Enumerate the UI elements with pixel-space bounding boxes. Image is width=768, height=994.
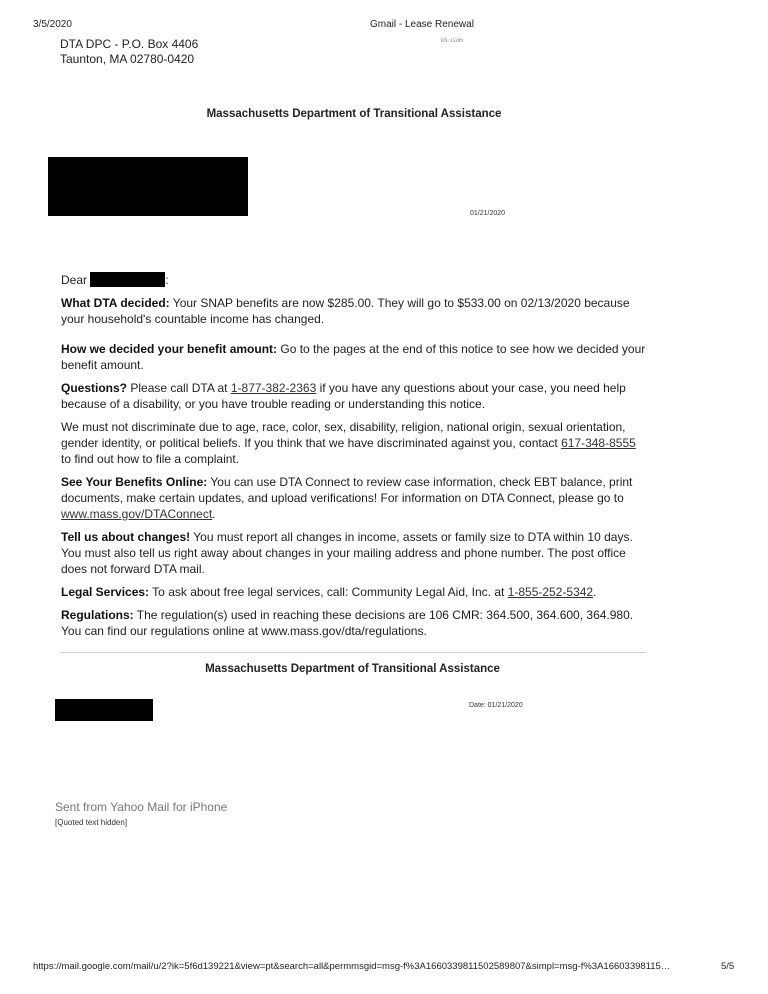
- section-heading: Tell us about changes!: [61, 530, 191, 544]
- agency-title: Massachusetts Department of Transitional Assistance: [206, 108, 502, 120]
- redacted-recipient-address-page2: [55, 699, 153, 721]
- section-regulations: Regulations: The regulation(s) used in reaching these decisions are 106 CMR: 364.500, 364.600, 364.980. You can find our regulations online at www.mass.gov/dta/regulations.: [61, 608, 634, 638]
- quoted-text-toggle[interactable]: [Quoted text hidden]: [55, 818, 128, 827]
- section-heading: What DTA decided:: [61, 296, 170, 310]
- dta-connect-link[interactable]: www.mass.gov/DTAConnect: [61, 507, 213, 521]
- print-page-number: 5/5: [721, 961, 735, 972]
- dta-phone-link[interactable]: 1-877-382-2363: [230, 381, 317, 395]
- return-address: [60, 37, 198, 67]
- return-address-line2: Taunton, MA 02780-0420: [60, 52, 195, 66]
- letter-body: [61, 272, 646, 646]
- section-how: How we decided your benefit amount: Go to the pages at the end of this notice to see how we decided your benefit amount.: [61, 342, 646, 372]
- redacted-recipient-name: [90, 272, 165, 287]
- page-divider: [60, 652, 646, 653]
- section-discrimination: We must not discriminate due to age, race, color, sex, disability, religion, national origin, sexual orientation, gender identity, or political beliefs. If you think that we have discriminated against you, contact 617-348-8555 to find out how to file a complaint.: [61, 420, 636, 466]
- print-title: Gmail - Lease Renewal: [370, 19, 474, 30]
- section-decided: What DTA decided: Your SNAP benefits are now $285.00. They will go to $533.00 on 02/13/2020 because your household's countable income has changed.: [61, 296, 630, 326]
- section-heading: How we decided your benefit amount:: [61, 342, 278, 356]
- section-heading: See Your Benefits Online:: [61, 475, 208, 489]
- section-changes: Tell us about changes! You must report all changes in income, assets or family size to DTA within 10 days. You must also tell us right away about changes in your mailing address and phone number. The post office does not forward DTA mail.: [61, 530, 633, 576]
- return-address-line1: DTA DPC - P.O. Box 4406: [60, 37, 199, 51]
- section-heading: Regulations:: [61, 608, 134, 622]
- print-url: https://mail.google.com/mail/u/2?ik=5f6d139221&view=pt&search=all&permmsgid=msg-f%3A1660339811502589807&simpl=msg-f%3A16603398115…: [33, 961, 671, 972]
- print-date: 3/5/2020: [33, 19, 72, 30]
- section-heading: Questions?: [61, 381, 128, 395]
- en-code: EN: 15209: [441, 39, 463, 44]
- complaint-phone-link[interactable]: 617-348-8555: [561, 436, 636, 450]
- section-questions: Questions? Please call DTA at 1-877-382-2363 if you have any questions about your case, you need help because of a disability, or you have trouble reading or understanding this notice.: [61, 381, 626, 411]
- legal-aid-phone-link[interactable]: 1-855-252-5342: [507, 585, 594, 599]
- section-heading: Legal Services:: [61, 585, 150, 599]
- agency-title-page2: Massachusetts Department of Transitional Assistance: [205, 663, 500, 675]
- section-legal: Legal Services: To ask about free legal services, call: Community Legal Aid, Inc. at 1-855-252-5342.: [61, 585, 597, 599]
- notice-date: 01/21/2020: [470, 210, 506, 217]
- salutation: Dear :: [61, 273, 169, 287]
- notice-date-page2: Date: 01/21/2020: [469, 702, 523, 709]
- email-signature: Sent from Yahoo Mail for iPhone: [55, 800, 228, 814]
- section-online: See Your Benefits Online: You can use DTA Connect to review case information, check EBT balance, print documents, make certain updates, and upload verifications! For information on DTA Connect, please go to www.mass.gov/DTAConnect.: [61, 475, 633, 521]
- redacted-recipient-address: [48, 157, 248, 216]
